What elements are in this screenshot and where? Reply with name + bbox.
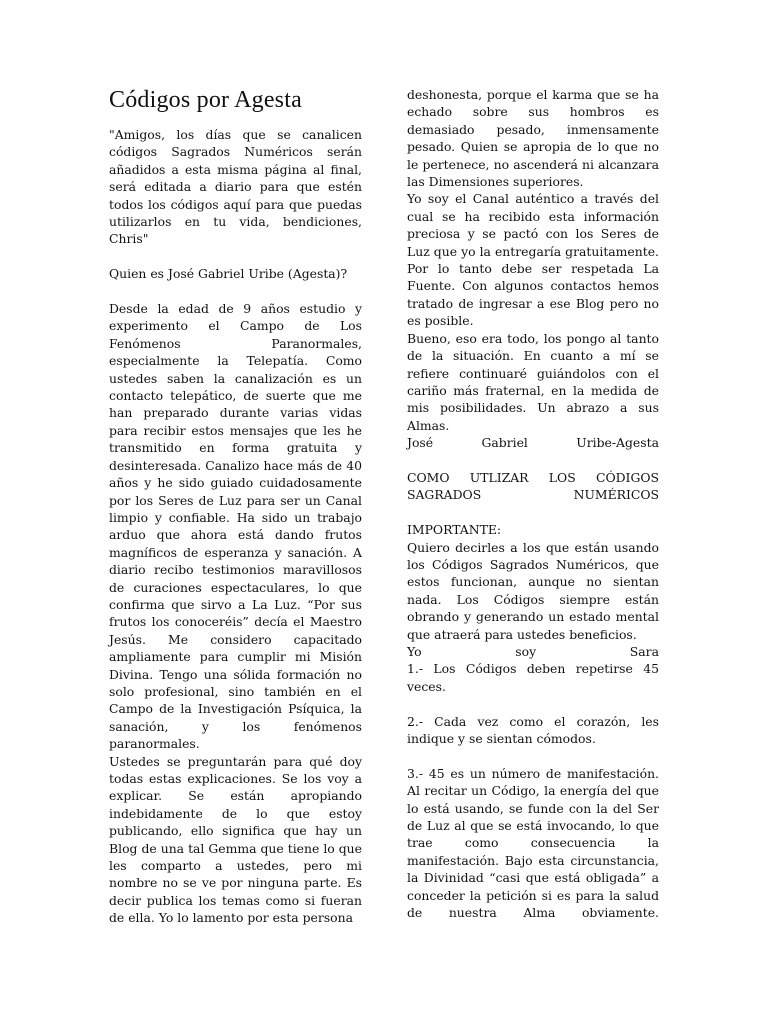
rule-1: 1.- Los Códigos deben repetirse 45 veces. bbox=[407, 661, 659, 694]
explanation-paragraph: Ustedes se preguntarán para qué doy todas estas explicaciones. Se los voy a explicar. Se están apropiando indebidamente de lo que estoy publicando, ello significa que hay un Blog de una tal Gemma que tiene lo que les comparto a ustedes, pero mi nombre no se ve por ninguna parte. Es decir publica los temas como si fueran de ella. Yo lo lamento por esta persona bbox=[109, 753, 362, 926]
section-heading: COMO UTLIZAR LOS CÓDIGOS SAGRADOS NUMÉRICOS bbox=[407, 469, 659, 503]
author-line: Yo soy Sara bbox=[407, 643, 659, 659]
channel-paragraph: Yo soy el Canal auténtico a través del cual se ha recibido esta información preciosa y se pactó con los Seres de Luz que yo la entregaría gratuitamente. Por lo tanto debe ser respetada La Fuente. Con algunos contactos hemos tratado de ingresar a ese Blog pero no es posible. bbox=[407, 191, 659, 329]
right-column bbox=[407, 86, 659, 921]
closing-paragraph: Bueno, eso era todo, los pongo al tanto de la situación. En cuanto a mí se refiere continuaré guiándolos con el cariño más fraternal, en la medida de mis posibilidades. Un abrazo a sus Almas. bbox=[407, 330, 659, 433]
important-paragraph: Quiero decirles a los que están usando los Códigos Sagrados Numéricos, que estos funcionan, aunque no sientan nada. Los Códigos siempre están obrando y generando un estado mental que atraerá para ustedes beneficios. bbox=[407, 539, 659, 642]
rule-2: 2.- Cada vez como el corazón, les indique y se sientan cómodos. bbox=[407, 713, 659, 746]
left-column bbox=[109, 86, 362, 927]
intro-quote: "Amigos, los días que se canalicen códigos Sagrados Numéricos serán añadidos a esta misma página al final, será editada a diario para que estén todos los códigos aquí para que puedas utilizarlos en tu vida, bendiciones, Chris" bbox=[109, 127, 362, 247]
page-title: Códigos por Agesta bbox=[109, 87, 302, 113]
signature: José Gabriel Uribe-Agesta bbox=[407, 435, 659, 451]
important-label: IMPORTANTE: bbox=[407, 522, 502, 538]
rule-3: 3.- 45 es un número de manifestación. Al recitar un Código, la energía del que lo está usando, se funde con la del Ser de Luz al que se está invocando, lo que trae como consecuencia la manifestación. Bajo esta circunstancia, la Divinidad “casi que está obligada” a conceder la petición si es para la salud de nuestra Alma obviamente. bbox=[407, 765, 659, 921]
karma-paragraph: deshonesta, porque el karma que se ha echado sobre sus hombros es demasiado pesado, inmensamente pesado. Quien se apropia de lo que no le pertenece, no ascenderá ni alcanzara las Dimensiones superiores. bbox=[407, 87, 659, 190]
biography-paragraph: Desde la edad de 9 años estudio y experimento el Campo de Los Fenómenos Paranormales, especialmente la Telepatía. Como ustedes saben la canalización es un contacto telepático, de suerte que me han preparado durante varias vidas para recibir estos mensajes que les he transmitido en forma gratuita y desinteresada. Canalizo hace más de 40 años y he sido guiado cuidadosamente por los Seres de Luz para ser un Canal limpio y confiable. Ha sido un trabajo arduo que ahora está dando frutos magníficos de esperanza y sanación. A diario recibo testimonios maravillosos de curaciones espectaculares, lo que confirma que sirvo a La Luz. “Por sus frutos los conoceréis” decía el Maestro Jesús. Me considero capacitado ampliamente para cumplir mi Misión Divina. Tengo una sólida formación no solo profesional, sino también en el Campo de la Investigación Psíquica, la sanación, y los fenómenos paranormales. bbox=[109, 301, 362, 752]
question-heading: Quien es José Gabriel Uribe (Agesta)? bbox=[109, 266, 348, 282]
